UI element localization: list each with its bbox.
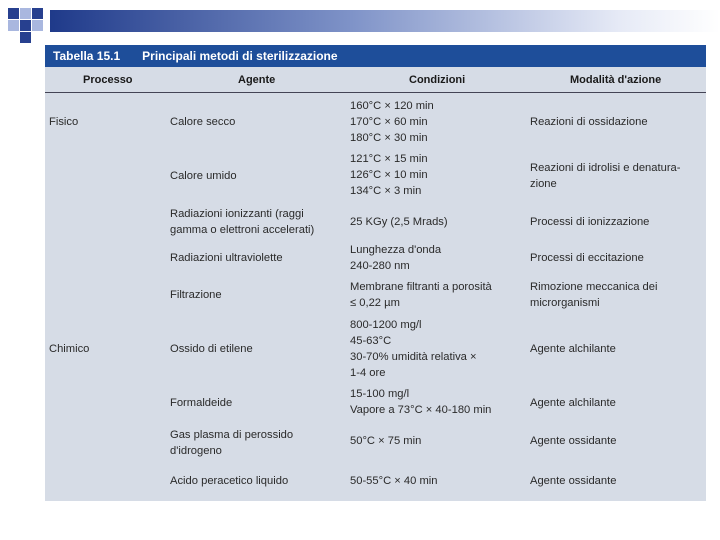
table-title-bar (45, 45, 706, 67)
cell-processo: Chimico (49, 343, 90, 355)
cell-condizioni: Lunghezza d'onda 240-280 nm (350, 244, 442, 272)
header-gradient-bar (50, 10, 720, 32)
cell-condizioni: 50°C × 75 min (350, 435, 422, 447)
cell-condizioni: 800-1200 mg/l 45-63°C 30-70% umidità relativa × 1-4 ore (350, 319, 477, 379)
decorative-square (20, 32, 31, 43)
cell-agente: Filtrazione (170, 289, 222, 301)
header-divider (45, 92, 706, 93)
cell-modalita: Reazioni di idrolisi e denatura- zione (530, 162, 681, 190)
cell-condizioni: 25 KGy (2,5 Mrads) (350, 216, 448, 228)
cell-modalita: Rimozione meccanica dei microrganismi (530, 281, 658, 309)
cell-agente: Acido peracetico liquido (170, 475, 289, 487)
cell-agente: Calore umido (170, 170, 237, 182)
decorative-square (8, 20, 19, 31)
table-title: Principali metodi di sterilizzazione (142, 49, 338, 63)
cell-modalita: Agente alchilante (530, 397, 616, 409)
cell-agente: Radiazioni ionizzanti (raggi gamma o elettroni accelerati) (170, 208, 315, 236)
cell-agente: Gas plasma di perossido d'idrogeno (170, 429, 294, 457)
sterilization-table (45, 45, 706, 501)
cell-agente: Radiazioni ultraviolette (170, 252, 283, 264)
cell-condizioni: 160°C × 120 min 170°C × 60 min 180°C × 30 min (350, 100, 434, 144)
decorative-square (20, 8, 31, 19)
decorative-square (32, 20, 43, 31)
header-condizioni: Condizioni (409, 74, 466, 86)
cell-modalita: Agente ossidante (530, 435, 617, 447)
cell-modalita: Processi di eccitazione (530, 252, 644, 264)
decorative-square (8, 8, 19, 19)
cell-agente: Calore secco (170, 116, 236, 128)
decorative-square (20, 20, 31, 31)
header-processo: Processo (83, 74, 133, 86)
table-number: Tabella 15.1 (53, 49, 121, 63)
cell-modalita: Processi di ionizzazione (530, 216, 650, 228)
cell-modalita: Agente alchilante (530, 343, 616, 355)
cell-condizioni: 50-55°C × 40 min (350, 475, 438, 487)
cell-modalita: Reazioni di ossidazione (530, 116, 648, 128)
cell-condizioni: 15-100 mg/l Vapore a 73°C × 40-180 min (350, 388, 492, 416)
header-agente: Agente (238, 74, 276, 86)
cell-modalita: Agente ossidante (530, 475, 617, 487)
cell-condizioni: 121°C × 15 min 126°C × 10 min 134°C × 3 min (350, 153, 428, 197)
decorative-square (32, 8, 43, 19)
table-header-row (45, 67, 706, 93)
cell-agente: Formaldeide (170, 397, 233, 409)
cell-condizioni: Membrane filtranti a porosità ≤ 0,22 µm (350, 281, 492, 309)
cell-agente: Ossido di etilene (170, 343, 253, 355)
cell-processo: Fisico (49, 116, 79, 128)
header-modalita: Modalità d'azione (570, 74, 662, 86)
